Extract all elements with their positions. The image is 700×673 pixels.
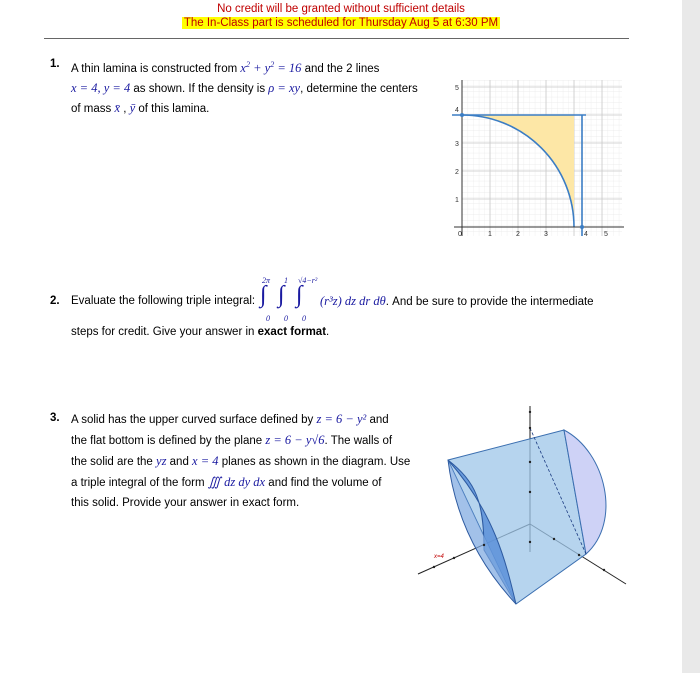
- x-tick-2: 2: [516, 231, 520, 238]
- triple-integral: [258, 276, 328, 324]
- problem-3-text: A solid has the upper curved surface defined by z = 6 − y² and the flat bottom is defined by the plane z = 6 − y√6. The walls of the solid are the yz and x = 4 planes as shown in the diagram. Use a triple integral of the form ∭ dz dy dx and find the volume of this solid. Provide your answer in exact form.: [71, 412, 411, 509]
- integral-sign-1: ∫: [260, 282, 267, 308]
- header-warning: [0, 2, 682, 16]
- x-tick-0: 0: [458, 231, 462, 238]
- lamina-graph: [452, 78, 627, 246]
- integral-sign-2: ∫: [278, 282, 285, 308]
- x-tick-1: 1: [488, 231, 492, 238]
- point-4-0: [580, 225, 584, 229]
- eq-circle: $x^2 + y^2 = 16$: [240, 60, 302, 76]
- x4-label: x=4: [434, 554, 444, 560]
- eq-bottom-plane: z = 6 − y√6: [265, 433, 325, 447]
- y-tick-2: 2: [455, 169, 459, 176]
- upper-limit-theta: 2π: [262, 276, 271, 285]
- upper-limit-r: 1: [284, 276, 288, 285]
- eq-x4-plane: x = 4: [192, 454, 219, 468]
- y-tick-4: 4: [455, 107, 459, 114]
- problem-1-number: 1.: [50, 58, 60, 70]
- graph-grid-minor: [462, 80, 622, 236]
- header-divider: [44, 38, 629, 39]
- eq-density: ρ = xy: [268, 81, 301, 96]
- lower-limit-r: 0: [284, 314, 288, 323]
- integrand: (r³z) dz dr dθ: [320, 294, 386, 308]
- eq-xbar: x̄: [114, 101, 121, 116]
- problem-2-instructions: steps for credit. Give your answer in exact format.: [71, 326, 330, 338]
- problem-2-number: 2.: [50, 295, 60, 307]
- problem-1-text: A thin lamina is constructed from $x^2 + y^2 = 16$ and the 2 lines x = 4, y = 4 as shown. If the density is ρ = xy, determine the centers of mass x̄ , ȳ of this lamina.: [71, 60, 418, 116]
- problem-3-number: 3.: [50, 412, 60, 424]
- eq-yz-plane: yz: [156, 454, 167, 468]
- x-tick-3: 3: [544, 231, 548, 238]
- solid-diagram: [414, 402, 630, 610]
- header-schedule: [0, 16, 682, 30]
- integral-sign-3: ∫: [296, 282, 303, 308]
- lower-limit-theta: 0: [266, 314, 270, 323]
- header-line-1: No credit will be granted without sufficient details: [217, 3, 465, 15]
- y-tick-5: 5: [455, 85, 459, 92]
- point-0-4: [460, 113, 464, 117]
- header-line-2: The In-Class part is scheduled for Thursday Aug 5 at 6:30 PM: [183, 17, 499, 29]
- problem-2-integrand-line: (r³z) dz dr dθ. And be sure to provide the intermediate: [320, 294, 594, 308]
- eq-ybar: ȳ: [129, 101, 136, 116]
- eq-lines: x = 4, y = 4: [71, 81, 131, 96]
- scroll-gutter: [682, 0, 700, 673]
- lower-limit-z: 0: [302, 314, 306, 323]
- eq-triple-integral-form: ∭ dz dy dx: [207, 475, 266, 489]
- upper-limit-z: √4−r²: [298, 276, 318, 285]
- y-tick-1: 1: [455, 197, 459, 204]
- x-tick-5: 5: [604, 231, 608, 238]
- problem-2-label: Evaluate the following triple integral:: [71, 295, 256, 307]
- eq-upper-surface: z = 6 − y²: [316, 412, 367, 426]
- x-tick-4: 4: [584, 231, 588, 238]
- y-tick-3: 3: [455, 141, 459, 148]
